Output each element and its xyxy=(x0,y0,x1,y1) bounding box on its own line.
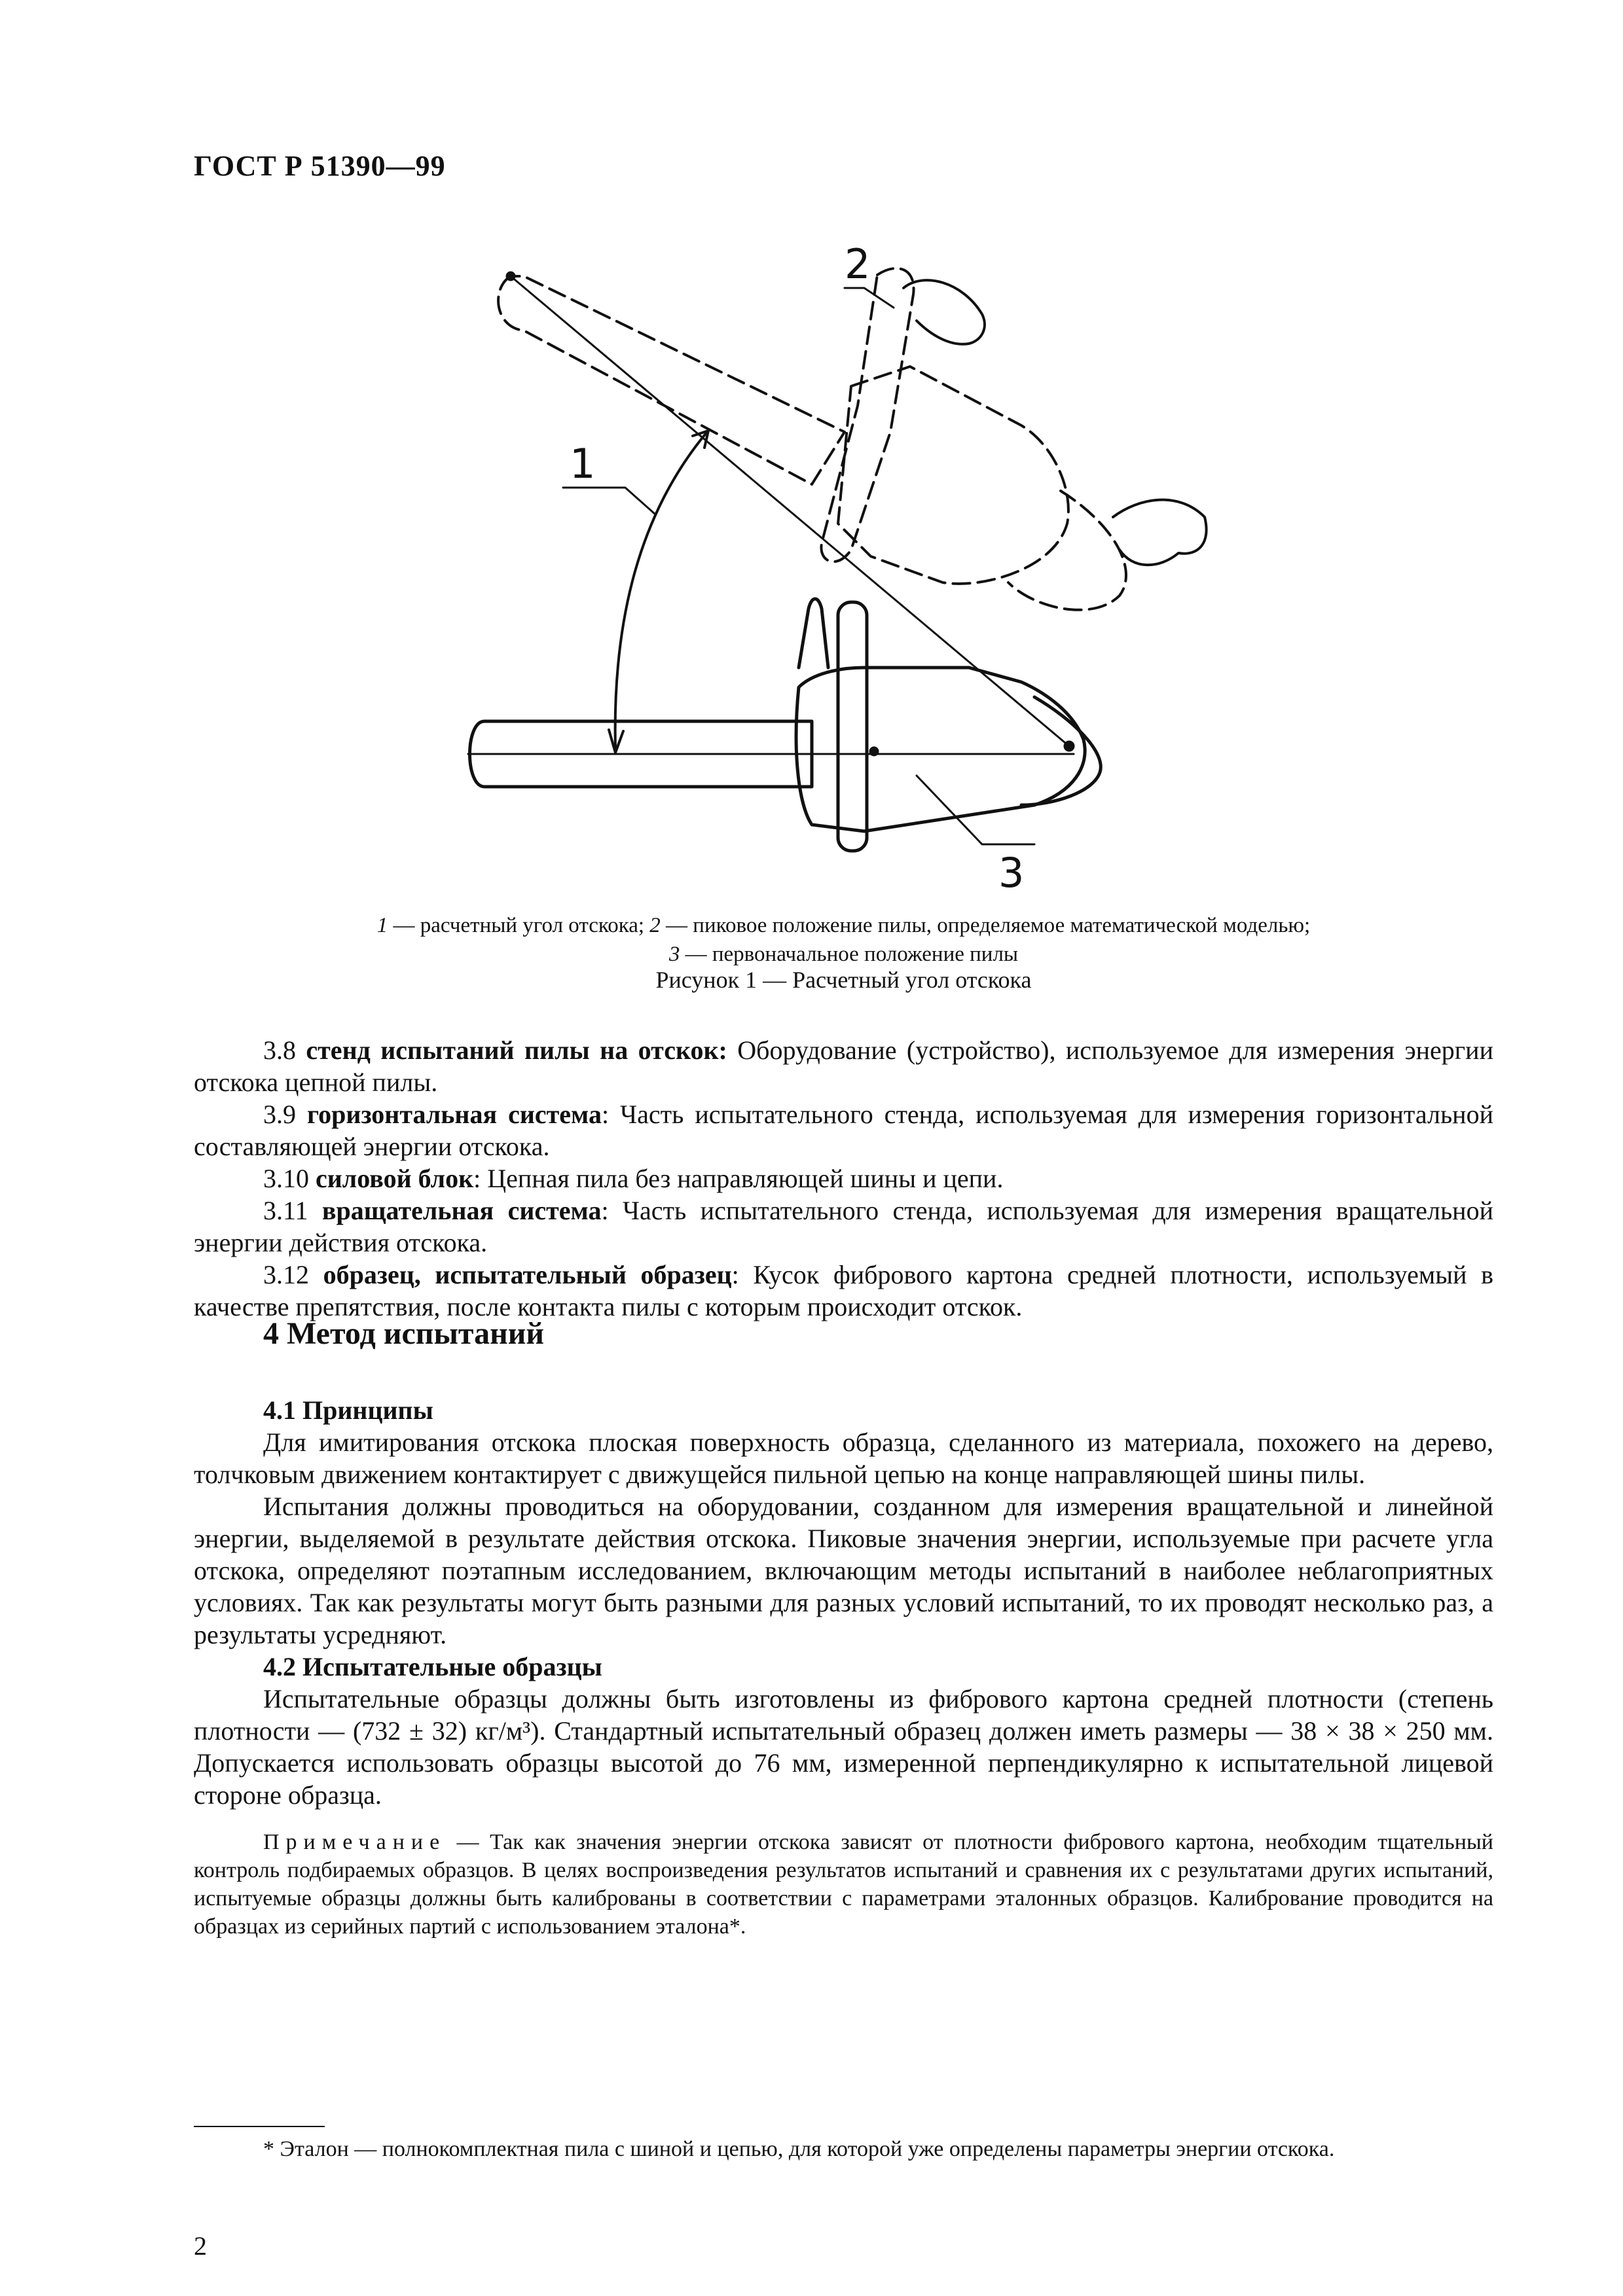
callout-2-label: 2 xyxy=(845,240,871,288)
callout-3-label: 3 xyxy=(998,849,1025,897)
footnote: * Эталон — полнокомплектная пила с шиной и цепью, для которой уже определены параметры энергии отскока. xyxy=(263,2137,1335,2161)
figure-title: Рисунок 1 — Расчетный угол отскока xyxy=(655,967,1032,993)
note-block xyxy=(194,1828,1493,1941)
initial-saw-handle xyxy=(1021,697,1101,805)
hand-rear-icon xyxy=(1113,500,1207,565)
section-4-body xyxy=(194,1394,1493,1811)
note-text: — Так как значения энергии отскока зависят от плотности фибрового картона, необходим тщательный контроль подбираемых образцов. В целях воспроизведения результатов испытаний и сравнения их с результатами других испытаний, испытуемые образцы должны быть калиброваны в соответствии с параметрами эталонных образцов. Калибрование проводится на образцах из серийных партий с использованием эталона*. xyxy=(194,1830,1493,1939)
document-header: ГОСТ Р 51390—99 xyxy=(194,150,446,182)
definitions-list xyxy=(194,1034,1493,1323)
note-label: Примечание xyxy=(263,1830,447,1854)
definition-3-12: 3.12 образец, испытательный образец: Кусок фибрового картона средней плотности, используемый в качестве препятствия, после контакта пилы с которым происходит отскок. xyxy=(194,1260,1494,1321)
figure-kickback-angle xyxy=(445,216,1244,910)
chainsaw-diagram xyxy=(445,216,1244,910)
section-4-title: 4 Метод испытаний xyxy=(263,1316,545,1351)
peak-saw-front-handle xyxy=(821,268,913,562)
callout-1-label: 1 xyxy=(570,440,596,488)
page-number: 2 xyxy=(194,2231,207,2261)
definition-3-11: 3.11 вращательная система: Часть испытательного стенда, используемая для измерения вращательной энергии действия отскока. xyxy=(194,1196,1493,1257)
definition-3-8: 3.8 стенд испытаний пилы на отскок: Оборудование (устройство), используемое для измерения энергии отскока цепной пилы. xyxy=(194,1035,1493,1097)
definition-3-9: 3.9 горизонтальная система: Часть испытательного стенда, используемая для измерения горизонтальной составляющей энергии отскока. xyxy=(194,1100,1493,1161)
angle-ray xyxy=(511,276,1069,746)
peak-saw-bar xyxy=(498,276,845,484)
callout-1-leader xyxy=(563,488,655,514)
subsection-4-1-title: 4.1 Принципы xyxy=(263,1395,433,1425)
subsection-4-2-title: 4.2 Испытательные образцы xyxy=(263,1652,602,1681)
paragraph-principles-2: Испытания должны проводиться на оборудовании, созданном для измерения вращательной и линейной энергии, выделяемой в результате действия отскока. Пиковые значения энергии, используемые при расчете угла отскока, определяют поэтапным исследованием, включающим методы испытаний в наиболее неблагоприятных условиях. Так как результаты могут быть разными для разных условий испытаний, то их проводят несколько раз, а результаты усредняют. xyxy=(194,1492,1493,1649)
initial-front-handle xyxy=(838,602,867,851)
figure-legend: 1 — расчетный угол отскока; 2 — пиковое положение пилы, определяемое математической моделью; 3 — первоначальное положение пилы xyxy=(376,914,1311,966)
footnote-separator xyxy=(194,2126,325,2127)
initial-chain-brake xyxy=(799,599,828,668)
paragraph-specimens: Испытательные образцы должны быть изготовлены из фибрового картона средней плотности (степень плотности — (732 ± 32) кг/м³). Стандартный испытательный образец должен иметь размеры — 38 × 38 × 250 мм. Допускается использовать образцы высотой до 76 мм, измеренной перпендикулярно к испытательной лицевой стороне образца. xyxy=(194,1684,1493,1810)
kickback-angle-arc xyxy=(615,432,707,749)
callout-3-leader xyxy=(917,776,1034,844)
callout-2-leader xyxy=(845,288,894,308)
paragraph-principles-1: Для имитирования отскока плоская поверхность образца, сделанного из материала, похожего на дерево, толчковым движением контактирует с движущейся пильной цепью на конце направляющей шины пилы. xyxy=(194,1427,1493,1489)
peak-saw-body xyxy=(838,367,1068,584)
hand-front-icon xyxy=(903,280,985,344)
definition-3-10: 3.10 силовой блок: Цепная пила без направляющей шины и цепи. xyxy=(263,1164,1004,1193)
